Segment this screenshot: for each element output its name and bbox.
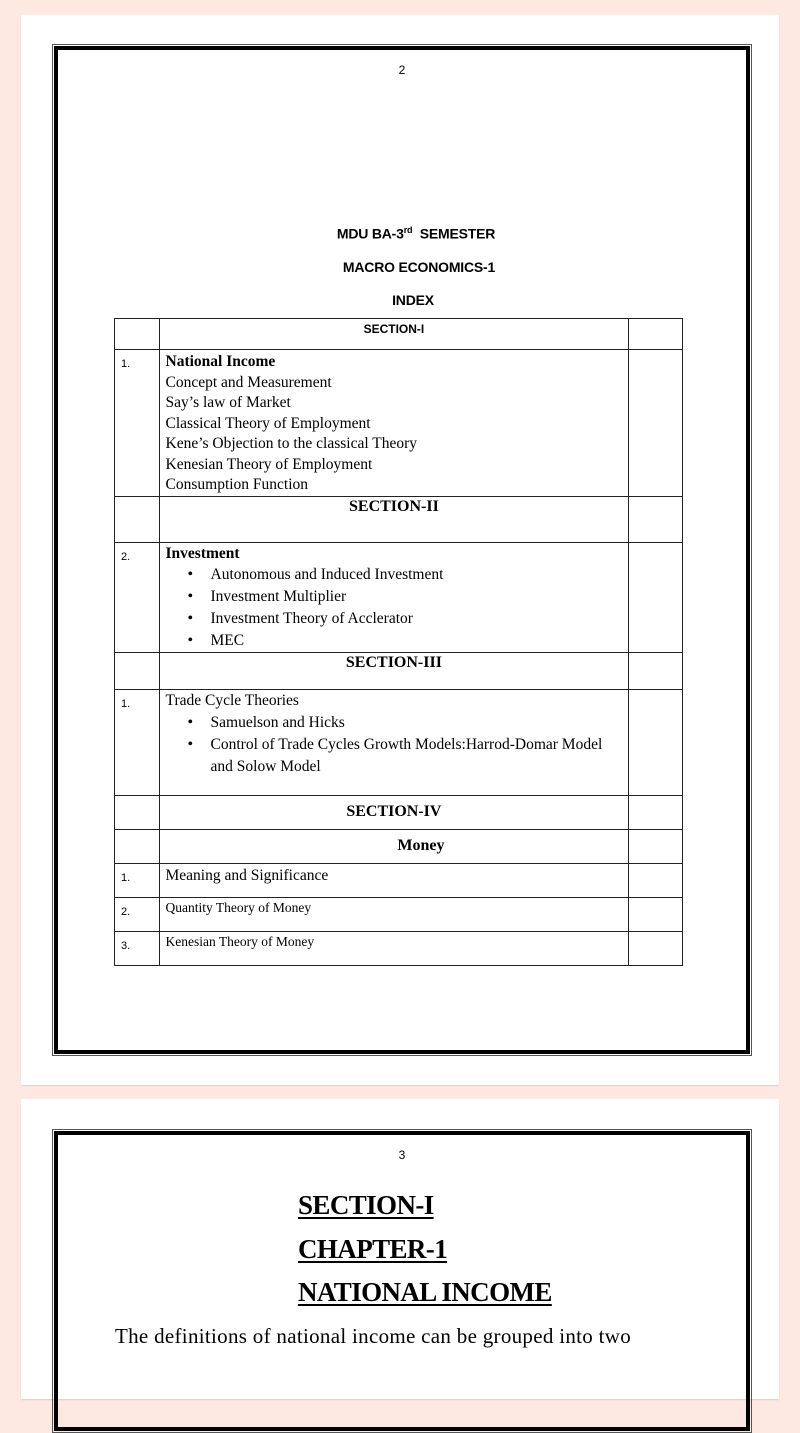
- topic-bullet-list: [166, 564, 623, 652]
- section-heading: SECTION-I: [159, 319, 629, 350]
- section-heading: SECTION-II: [159, 496, 629, 542]
- topic-line: Kenesian Theory of Employment: [165, 455, 373, 473]
- page-number: 3: [398, 1148, 406, 1162]
- topic-bullet: • Autonomous and Induced Investment: [211, 564, 623, 586]
- index-table: [114, 318, 683, 966]
- item-number: 2.: [115, 898, 160, 932]
- topic-line: Consumption Function: [165, 476, 309, 493]
- table-row-section-3: [115, 653, 683, 690]
- chapter-title: NATIONAL INCOME: [298, 1277, 552, 1307]
- chapter-heading: CHAPTER-1: [298, 1234, 448, 1264]
- table-row-section-1: [115, 319, 683, 350]
- table-row-money: [115, 830, 683, 864]
- section-heading: SECTION-IV: [159, 796, 629, 830]
- item-number: 1.: [115, 690, 160, 796]
- page-border: [52, 44, 752, 1056]
- topic-bullet: • Control of Trade Cycles Growth Models:Harrod-Domar Model and Solow Model: [211, 734, 623, 778]
- table-row: [115, 542, 683, 653]
- body-paragraph: The definitions of national income can be grouped into two: [115, 1324, 632, 1348]
- item-number: 3.: [115, 932, 160, 966]
- topic-line: Classical Theory of Employment: [165, 414, 371, 432]
- table-row: [115, 350, 683, 497]
- section-heading: SECTION-III: [159, 653, 629, 690]
- section-heading: SECTION-I: [298, 1190, 434, 1220]
- table-row: [115, 864, 683, 898]
- item-number: 2.: [115, 542, 160, 653]
- topic-line: Kene’s Objection to the classical Theory: [165, 435, 418, 452]
- topic-title: Kenesian Theory of Money: [159, 932, 629, 966]
- page-number: 2: [398, 63, 406, 77]
- table-row-section-2: [115, 496, 683, 542]
- item-number: 1.: [115, 864, 160, 898]
- document-page-3: [21, 1099, 779, 1399]
- document-page-2: [21, 15, 779, 1085]
- item-number: 1.: [115, 350, 160, 497]
- index-title: INDEX: [392, 292, 434, 308]
- topic-title: Meaning and Significance: [159, 864, 629, 898]
- topic-title: Investment: [165, 544, 240, 562]
- table-row-section-4: [115, 796, 683, 830]
- topic-bullet: • Investment Theory of Acclerator: [211, 608, 623, 630]
- topic-title: National Income: [165, 353, 276, 370]
- topic-line: Say’s law of Market: [165, 394, 291, 411]
- table-row: [115, 690, 683, 796]
- section-heading: Money: [159, 830, 629, 864]
- table-row: [115, 898, 683, 932]
- topic-bullet: • Samuelson and Hicks: [211, 712, 623, 734]
- page-border: [52, 1129, 752, 1433]
- table-row: [115, 932, 683, 966]
- topic-line: Concept and Measurement: [165, 373, 332, 391]
- topic-bullet: • Investment Multiplier: [211, 586, 623, 608]
- course-title: MDU BA-3rd SEMESTER: [336, 225, 496, 242]
- subject-title: MACRO ECONOMICS-1: [342, 259, 496, 275]
- topic-bullet-list: [166, 712, 623, 778]
- topic-title: Trade Cycle Theories: [165, 692, 299, 709]
- topic-title: Quantity Theory of Money: [159, 898, 629, 932]
- topic-bullet: • MEC: [211, 630, 623, 652]
